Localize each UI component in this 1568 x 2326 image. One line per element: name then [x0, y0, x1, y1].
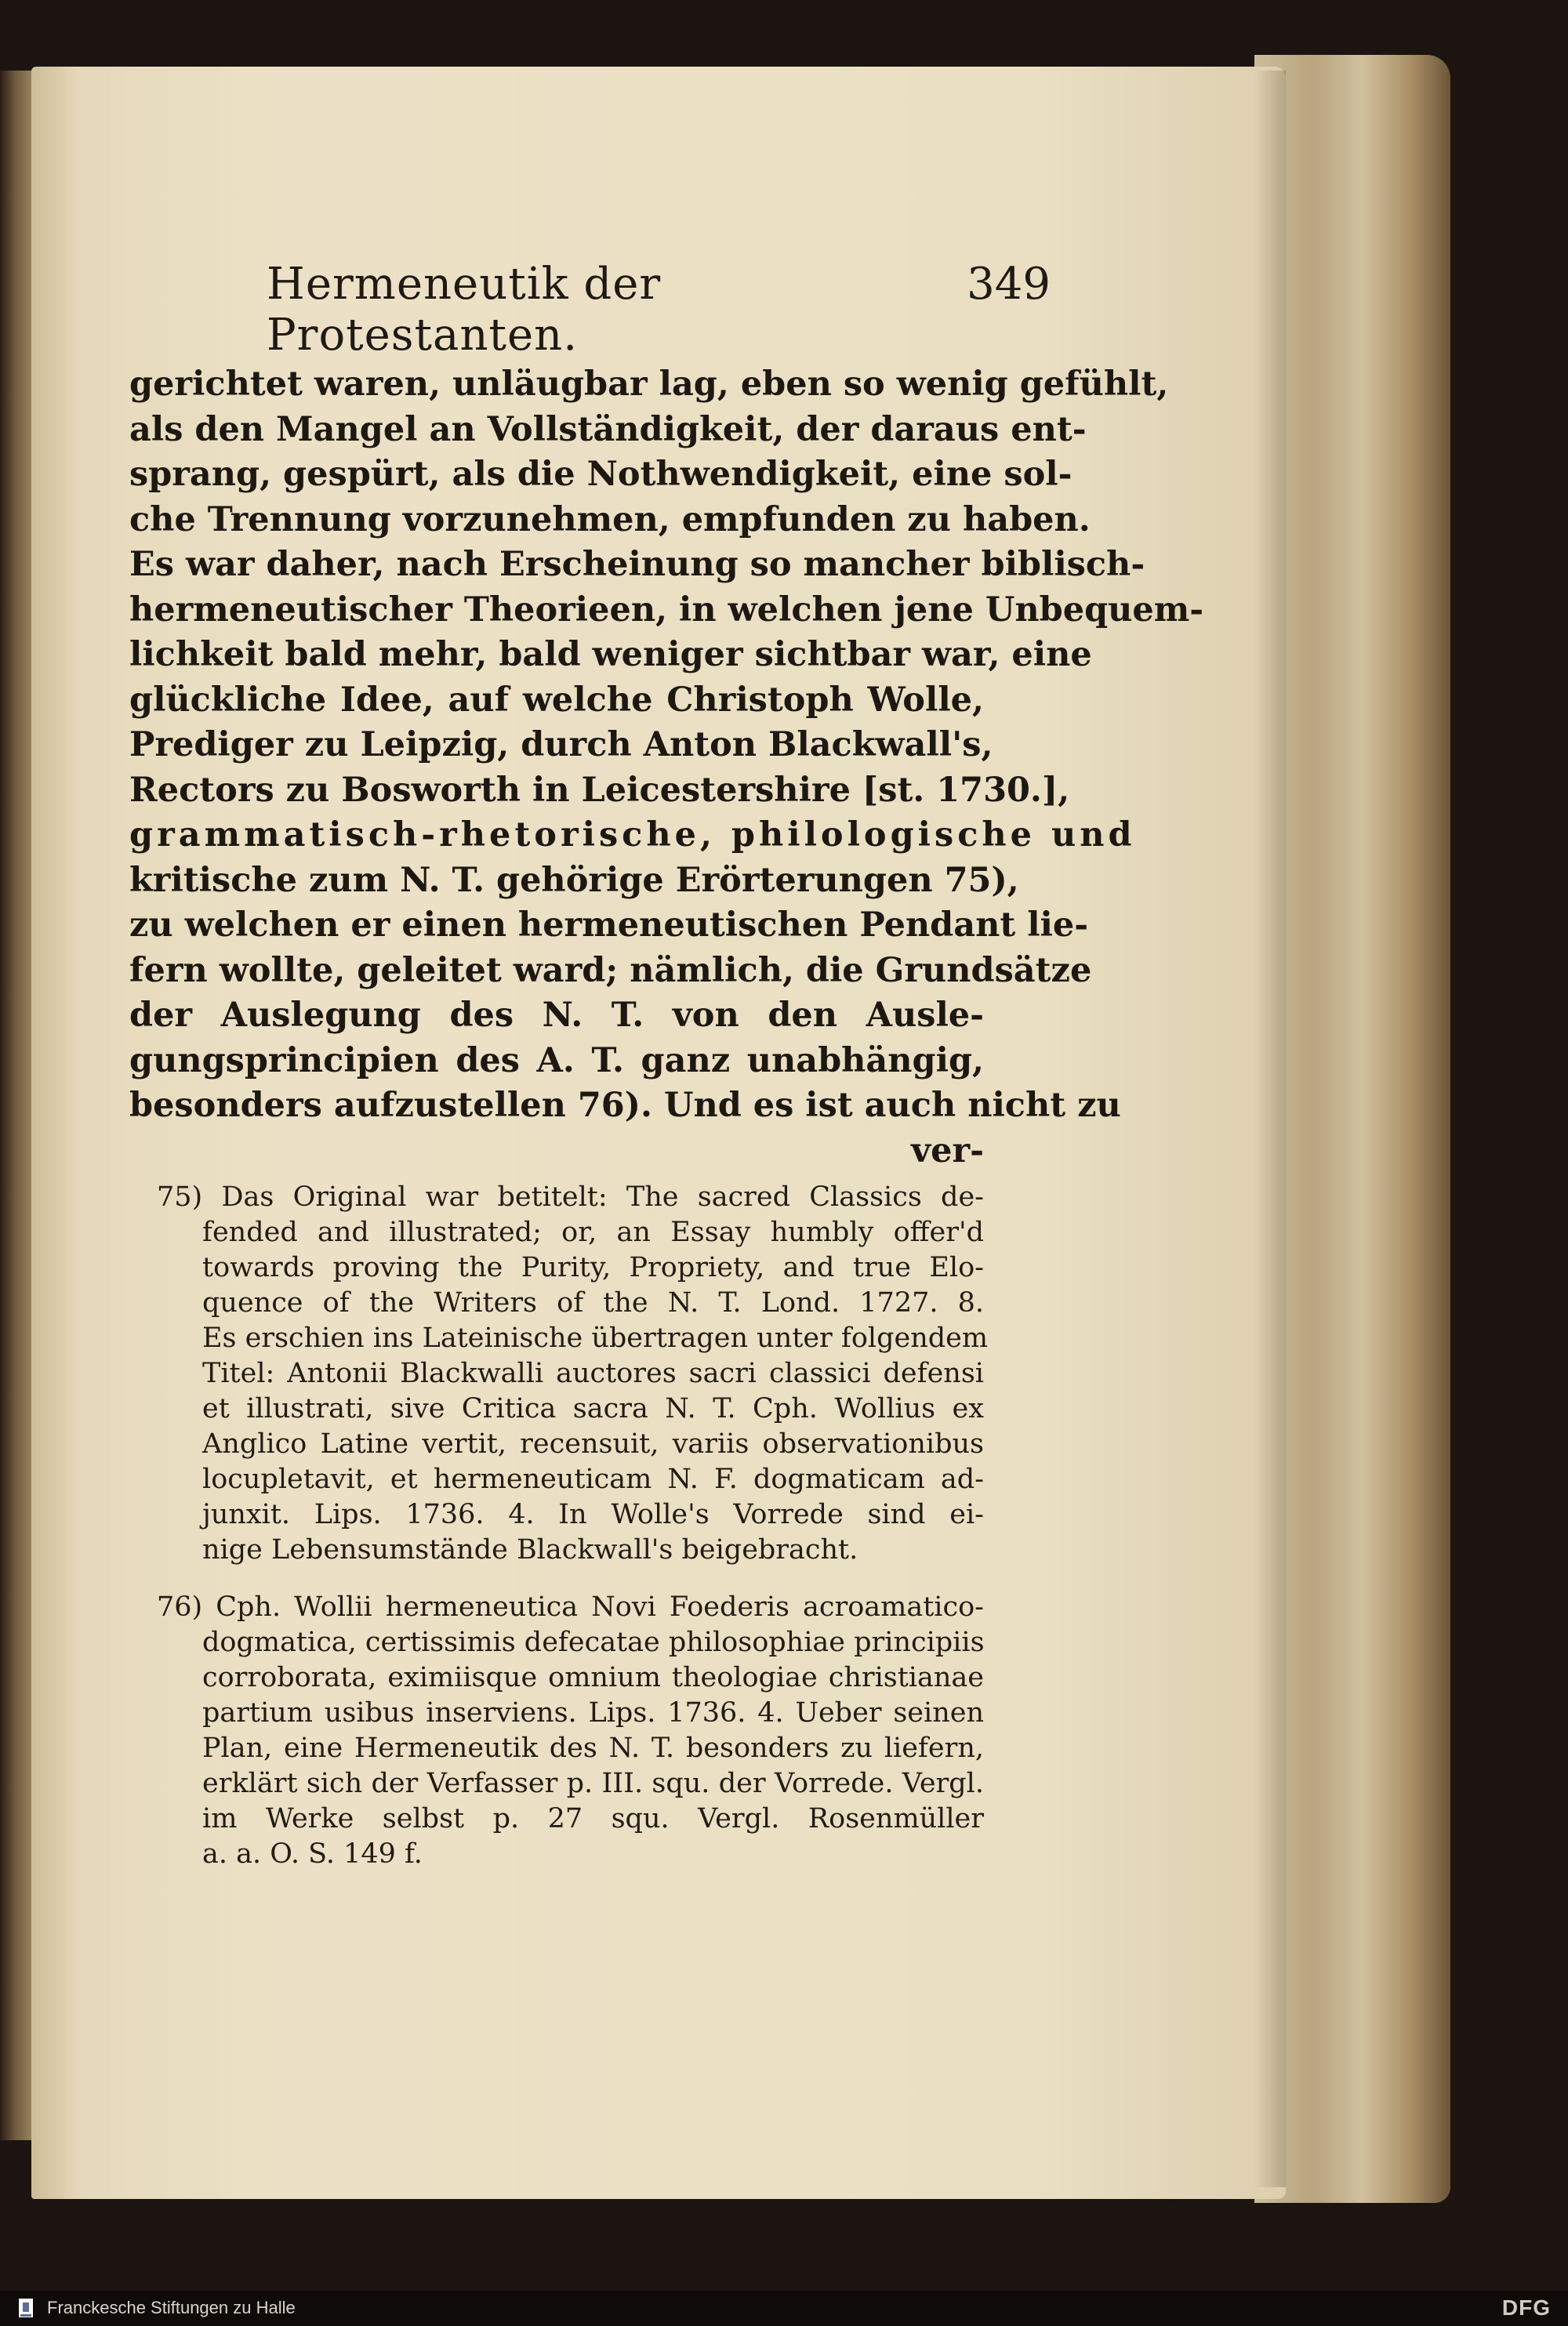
footnote-76	[157, 1590, 984, 1872]
text-line: der Auslegung des N. T. von den Ausle-	[129, 996, 984, 1035]
header-title: Hermeneutik der Protestanten.	[267, 259, 662, 361]
footnote-line: Anglico Latine vertit, recensuit, variis observationibus	[202, 1428, 984, 1460]
footnotes	[157, 1180, 989, 1894]
footnote-line: im Werke selbst p. 27 squ. Vergl. Rosenmüller	[202, 1803, 984, 1834]
text-line: Es war daher, nach Erscheinung so mancher biblisch-	[129, 545, 1145, 584]
text-line: besonders aufzustellen 76). Und es ist auch nicht zu	[129, 1086, 1121, 1125]
text-line: gungsprincipien des A. T. ganz unabhängig,	[129, 1040, 984, 1080]
running-header	[267, 259, 1051, 361]
footnote-line: towards proving the Purity, Propriety, and true Elo-	[202, 1252, 984, 1283]
footnote-line: 75) Das Original war betitelt: The sacred Classics de-	[157, 1181, 984, 1213]
footnote-line: Plan, eine Hermeneutik des N. T. besonders zu liefern,	[202, 1733, 984, 1764]
text-line: glückliche Idee, auf welche Christoph Wolle,	[129, 680, 984, 720]
footnote-line: erklärt sich der Verfasser p. III. squ. der Vorrede. Vergl.	[202, 1768, 984, 1799]
footnote-75	[157, 1180, 989, 1568]
text-line: als den Mangel an Vollständigkeit, der daraus ent-	[129, 409, 1087, 449]
viewer-footer	[0, 2291, 1568, 2326]
footnote-line: corroborata, eximiisque omnium theologiae christianae	[202, 1662, 984, 1693]
footnote-line: locupletavit, et hermeneuticam N. F. dogmaticam ad-	[202, 1464, 984, 1495]
main-text	[129, 362, 1204, 1174]
footnote-line: dogmatica, certissimis defecatae philosophiae principiis	[202, 1627, 985, 1658]
footnote-line: nige Lebensumstände Blackwall's beigebracht.	[202, 1534, 858, 1566]
text-line: kritische zum N. T. gehörige Erörterungen 75),	[129, 860, 1019, 900]
text-line: grammatisch-rhetorische, philologische und	[129, 815, 1136, 855]
footnote-line: et illustrati, sive Critica sacra N. T. Cph. Wollius ex	[202, 1393, 984, 1424]
footnote-line: Es erschien ins Lateinische übertragen unter folgendem	[202, 1323, 989, 1354]
text-line: gerichtet waren, unläugbar lag, eben so wenig gefühlt,	[129, 365, 1169, 404]
text-line: che Trennung vorzunehmen, empfunden zu haben.	[129, 499, 1091, 539]
institution-name: Franckesche Stiftungen zu Halle	[47, 2298, 296, 2317]
footnote-line: Titel: Antonii Blackwalli auctores sacri classici defensi	[202, 1358, 984, 1389]
footnote-line: junxit. Lips. 1736. 4. In Wolle's Vorrede sind ei-	[202, 1499, 984, 1530]
text-line: fern wollte, geleitet ward; nämlich, die Grundsätze	[129, 950, 1092, 990]
page-number: 349	[967, 259, 1051, 310]
footnote-line: a. a. O. S. 149 f.	[202, 1838, 423, 1870]
text-line: sprang, gespürt, als die Nothwendigkeit, eine sol-	[129, 455, 1073, 494]
text-line: zu welchen er einen hermeneutischen Pendant lie-	[129, 905, 1089, 945]
footnote-line: fended and illustrated; or, an Essay humbly offer'd	[202, 1217, 984, 1248]
text-line: Rectors zu Bosworth in Leicestershire [st. 1730.],	[129, 770, 1070, 810]
footnote-line: partium usibus inserviens. Lips. 1736. 4. Ueber seinen	[202, 1697, 984, 1729]
footnote-line: quence of the Writers of the N. T. Lond. 1727. 8.	[202, 1287, 984, 1319]
text-line: lichkeit bald mehr, bald weniger sichtbar war, eine	[129, 635, 1092, 674]
catchword: ver-	[911, 1130, 984, 1170]
footnote-line: 76) Cph. Wollii hermeneutica Novi Foederis acroamatico-	[157, 1591, 984, 1623]
text-line: hermeneutischer Theorieen, in welchen jene Unbequem-	[129, 590, 1204, 630]
dfg-logo: DFG	[1501, 2295, 1551, 2320]
text-line: Prediger zu Leipzig, durch Anton Blackwall's,	[129, 725, 993, 764]
institution-crest-icon	[16, 2295, 36, 2321]
page-shadow	[1254, 71, 1286, 2187]
